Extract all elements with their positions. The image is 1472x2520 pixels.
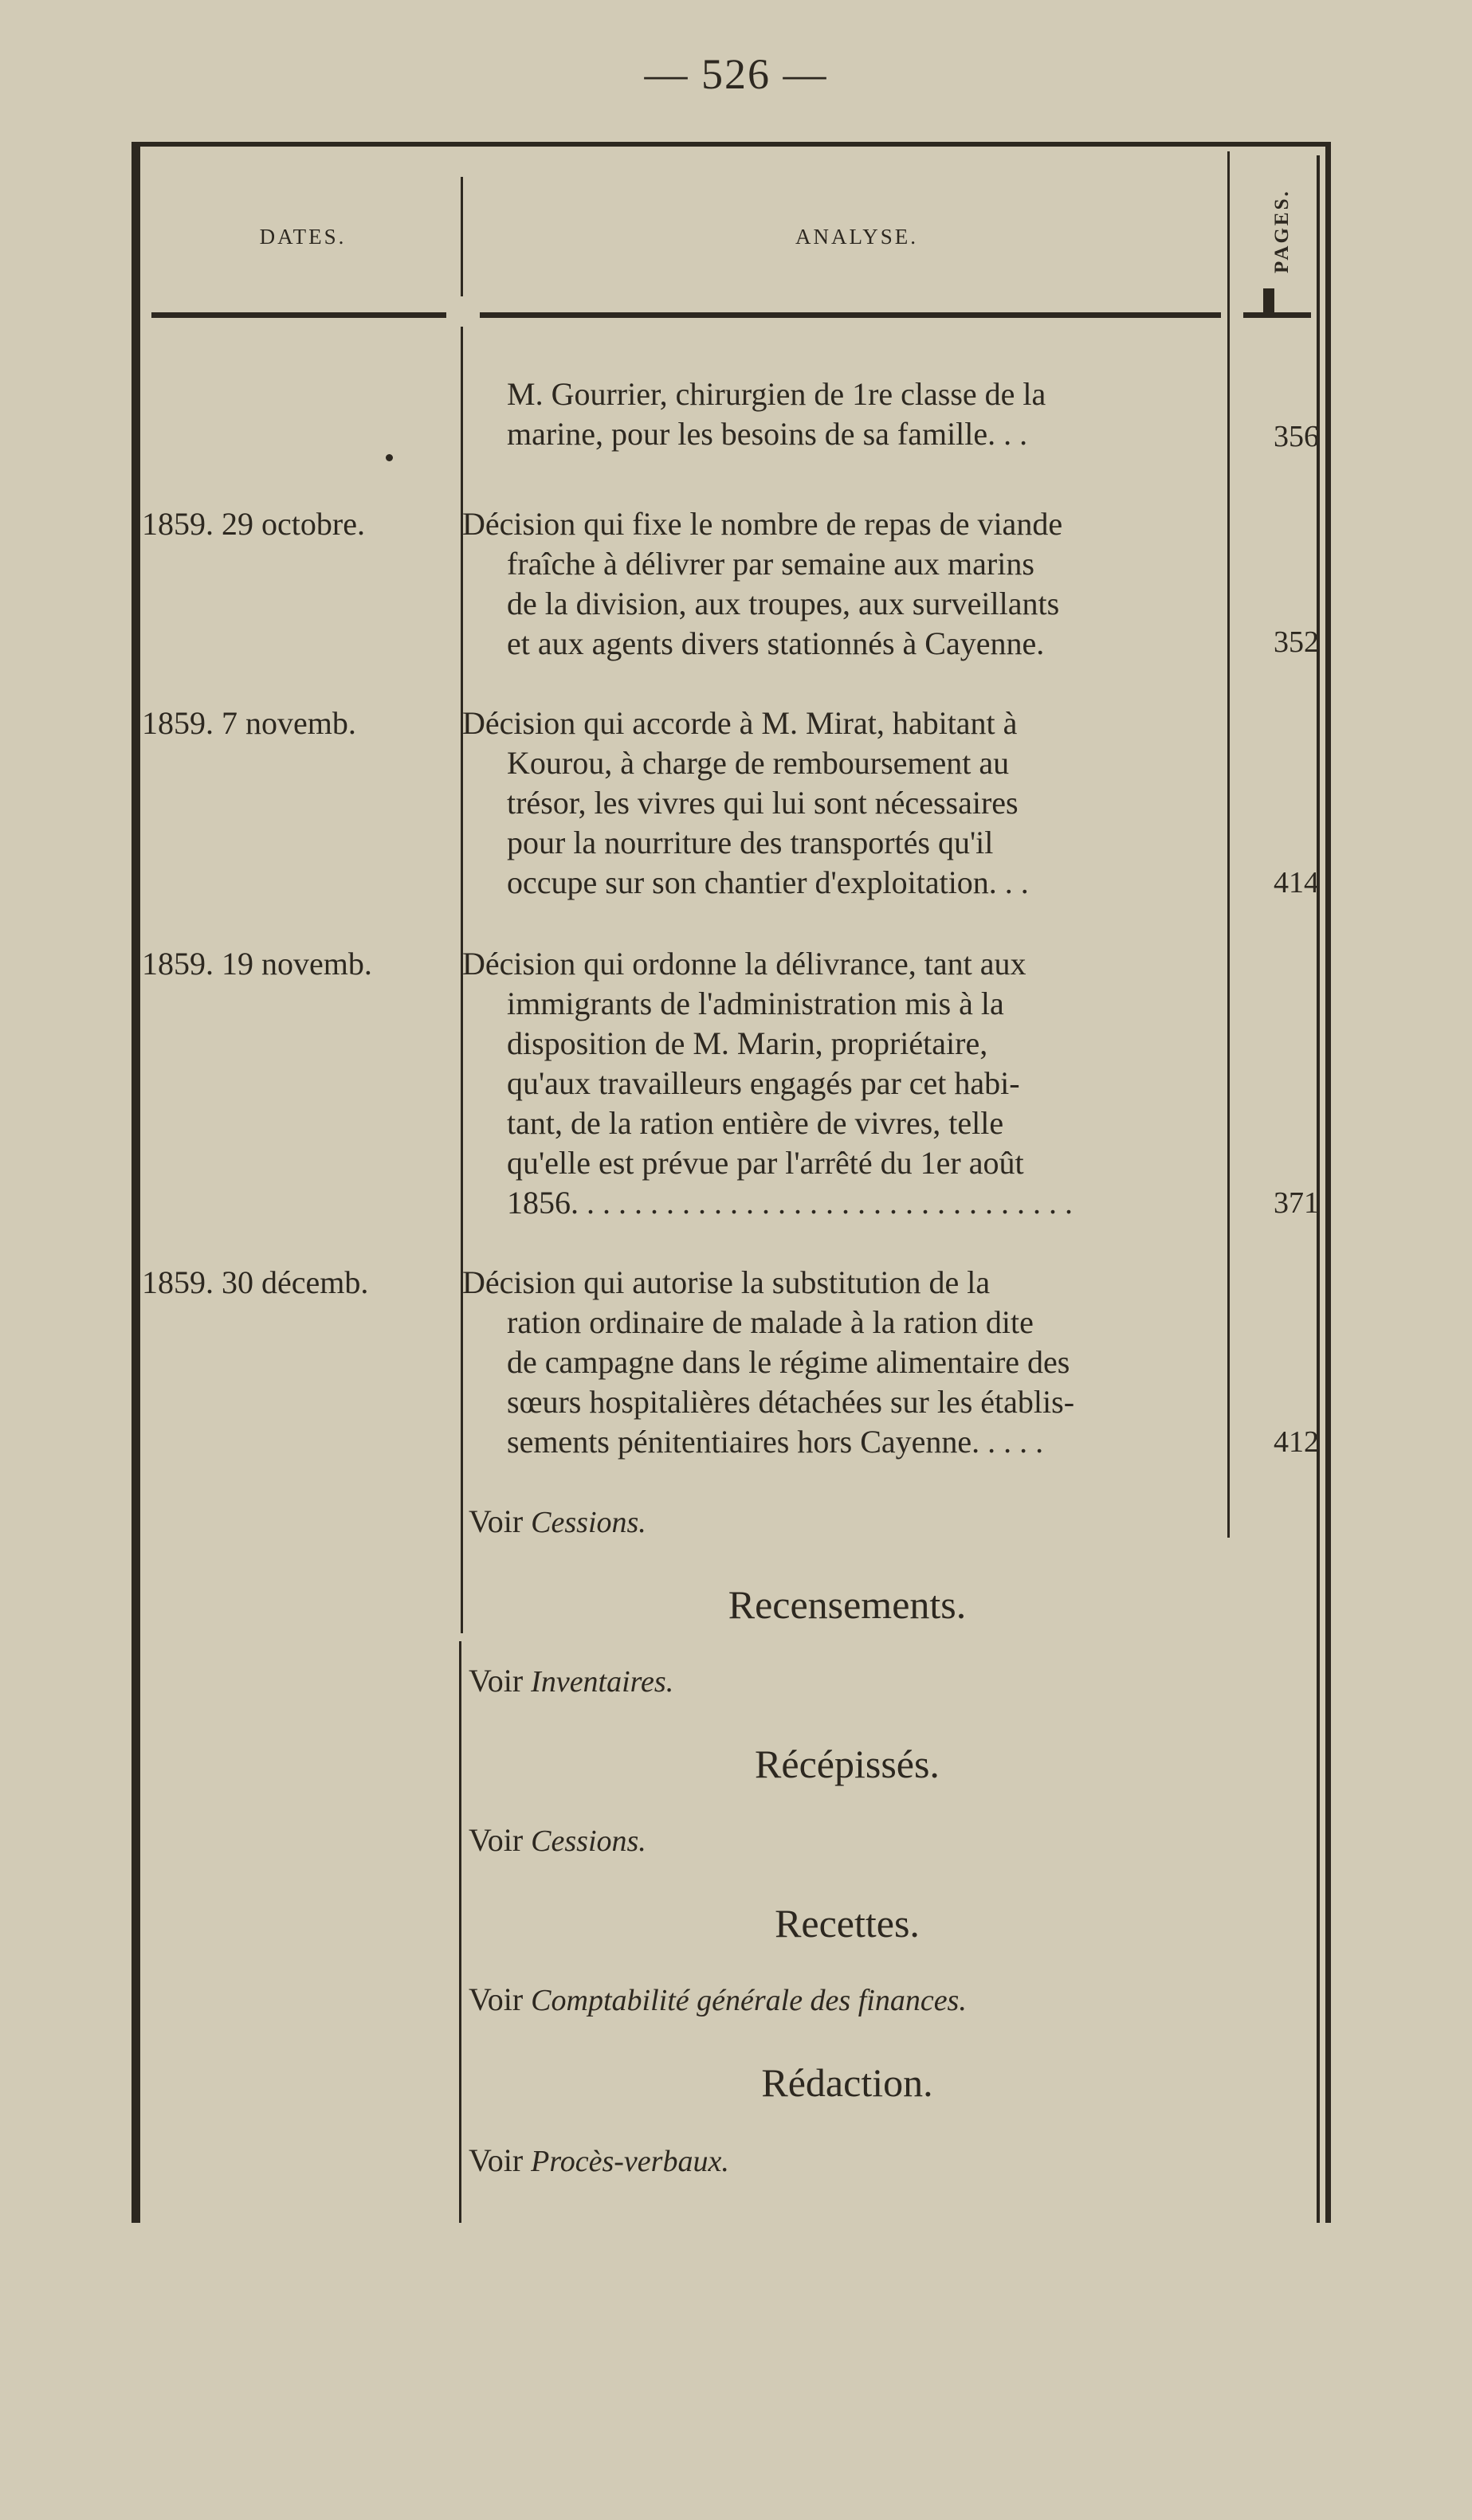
entry-page: 356 <box>1274 420 1319 453</box>
entry-line: sœurs hospitalières détachées sur les établis- <box>507 1384 1075 1420</box>
entry-line: qu'aux travailleurs engagés par cet habi- <box>507 1065 1020 1101</box>
entry-date: 1859. 30 décemb. <box>142 1264 369 1300</box>
entry-line: tant, de la ration entière de vivres, telle <box>507 1105 1004 1141</box>
voir-target: Comptabilité générale des finances. <box>531 1984 967 2017</box>
entry-page: 414 <box>1274 866 1319 899</box>
entry-line: disposition de M. Marin, propriétaire, <box>507 1025 988 1061</box>
entry-analysis <box>462 1263 1219 1462</box>
entry-line: Décision qui accorde à M. Mirat, habitant à <box>462 705 1018 741</box>
page-number: — 526 — <box>644 50 828 98</box>
voir-label: Voir <box>469 1822 524 1858</box>
entry-line: fraîche à délivrer par semaine aux marins <box>507 546 1034 582</box>
entry-line: Kourou, à charge de remboursement au <box>507 745 1010 781</box>
column-divider-dates <box>461 177 463 296</box>
voir-target: Inventaires. <box>531 1665 674 1699</box>
voir-reference <box>469 1820 646 1861</box>
voir-target: Procès-verbaux. <box>531 2145 729 2178</box>
voir-target: Cessions. <box>531 1824 646 1858</box>
entry-line: immigrants de l'administration mis à la <box>507 986 1004 1021</box>
voir-reference <box>469 1502 646 1542</box>
entry-date: 1859. 19 novemb. <box>142 946 372 982</box>
bullet <box>386 454 393 461</box>
section-heading: Rédaction. <box>761 2060 933 2105</box>
pages-marker <box>1263 288 1274 317</box>
voir-reference <box>469 2141 729 2181</box>
section-heading: Recensements. <box>728 1582 967 1627</box>
voir-label: Voir <box>469 1663 524 1699</box>
entry-line: Décision qui ordonne la délivrance, tant aux <box>462 946 1026 982</box>
header-rule <box>151 312 446 318</box>
header-pages: PAGES. <box>1271 189 1293 273</box>
entry-line: trésor, les vivres qui lui sont nécessaires <box>507 785 1019 821</box>
entry-line: M. Gourrier, chirurgien de 1re classe de la <box>507 376 1046 412</box>
voir-target: Cessions. <box>531 1506 646 1539</box>
voir-reference <box>469 1661 673 1702</box>
entry-line: qu'elle est prévue par l'arrêté du 1er août <box>507 1145 1024 1181</box>
entry-page: 352 <box>1274 625 1319 659</box>
entry-analysis <box>462 703 1219 903</box>
header-dates: DATES. <box>259 225 347 249</box>
entry-analysis <box>462 504 1219 664</box>
entry-date: 1859. 7 novemb. <box>142 705 356 741</box>
column-divider-analyse <box>459 1641 461 2223</box>
section-heading: Récépissés. <box>755 1742 940 1786</box>
entry-page: 412 <box>1274 1425 1319 1459</box>
header-rule <box>480 312 1221 318</box>
entry-analysis <box>462 374 1264 454</box>
entry-line: ration ordinaire de malade à la ration dite <box>507 1304 1034 1340</box>
entry-line: Décision qui fixe le nombre de repas de viande <box>462 506 1063 542</box>
entry-line: Décision qui autorise la substitution de la <box>462 1264 991 1300</box>
voir-label: Voir <box>469 2142 524 2178</box>
entry-line: de campagne dans le régime alimentaire des <box>507 1344 1070 1380</box>
voir-label: Voir <box>469 1503 524 1539</box>
voir-reference <box>469 1980 967 2020</box>
entry-analysis <box>462 944 1219 1223</box>
entry-line: 1856. . . . . . . . . . . . . . . . . . . . . . . . . . . . . . . . <box>507 1185 1073 1221</box>
header-analyse: ANALYSE. <box>795 225 919 249</box>
header-rule <box>1243 312 1311 318</box>
entry-line: sements pénitentiaires hors Cayenne. . . . . <box>507 1424 1044 1460</box>
entry-line: marine, pour les besoins de sa famille. . . <box>507 416 1028 452</box>
entry-page: 371 <box>1274 1186 1319 1220</box>
entry-line: et aux agents divers stationnés à Cayenne. <box>507 625 1045 661</box>
section-heading: Recettes. <box>775 1901 920 1946</box>
column-divider-pages <box>1227 151 1230 1538</box>
entry-date: 1859. 29 octobre. <box>142 506 365 542</box>
entry-line: de la division, aux troupes, aux surveillants <box>507 586 1060 621</box>
entry-line: pour la nourriture des transportés qu'il <box>507 825 994 860</box>
voir-label: Voir <box>469 1981 524 2017</box>
entry-line: occupe sur son chantier d'exploitation. . . <box>507 864 1029 900</box>
